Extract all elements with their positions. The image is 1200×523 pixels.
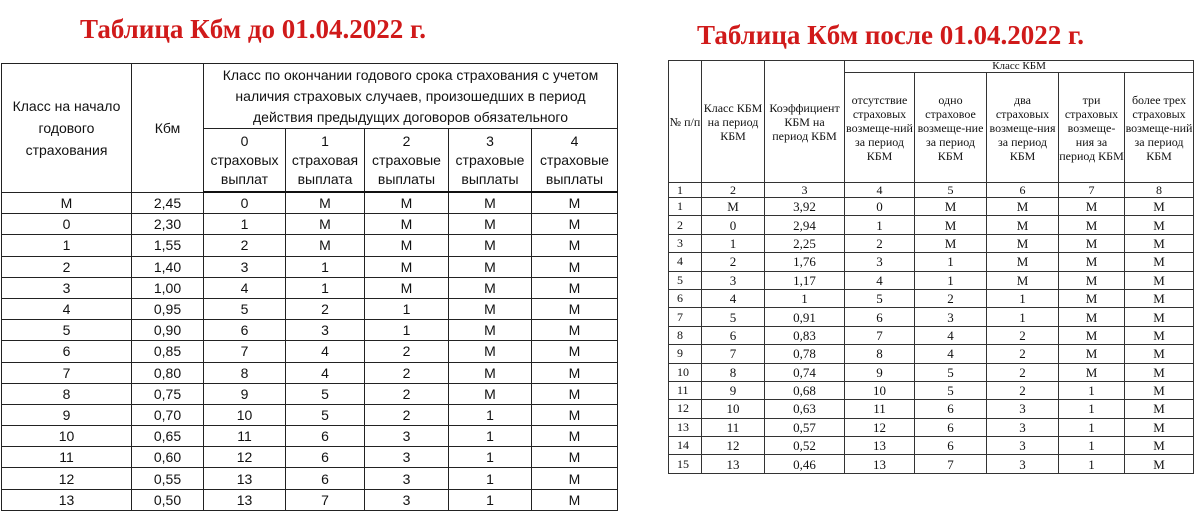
table-cell: М — [1125, 253, 1194, 271]
table-cell: 6 — [204, 320, 286, 341]
table-cell: 6 — [286, 447, 365, 468]
table-cell: 2 — [987, 345, 1059, 363]
table-cell: 0,60 — [132, 447, 204, 468]
column-number: 1 — [669, 183, 702, 198]
table-cell: 2 — [204, 235, 286, 256]
table-cell: 2 — [365, 362, 449, 383]
table-row — [2, 426, 618, 447]
table-cell: 13 — [204, 489, 286, 510]
table-cell: М — [532, 277, 618, 298]
table-cell: 5 — [204, 298, 286, 319]
table-cell: 4 — [702, 289, 765, 307]
table-row — [669, 253, 1194, 271]
table-cell: М — [365, 277, 449, 298]
table-cell: 4 — [915, 345, 987, 363]
table-row — [669, 234, 1194, 252]
table-cell: 0,55 — [132, 468, 204, 489]
table-cell: 11 — [204, 426, 286, 447]
table-cell: М — [532, 256, 618, 277]
table-cell: М — [1059, 234, 1125, 252]
table-cell: 2 — [286, 298, 365, 319]
table-cell: 4 — [286, 341, 365, 362]
table-cell: 9 — [669, 345, 702, 363]
header-class-kbm-span: Класс КБМ — [845, 61, 1194, 73]
table-cell: 5 — [286, 404, 365, 425]
table-cell: 3 — [2, 277, 132, 298]
table-cell: М — [1059, 253, 1125, 271]
table-cell: 1,76 — [765, 253, 845, 271]
table-cell: М — [532, 192, 618, 214]
table-cell: 0,80 — [132, 362, 204, 383]
table-cell: 2,30 — [132, 214, 204, 235]
table-row — [669, 381, 1194, 399]
table-cell: 9 — [702, 381, 765, 399]
table-cell: 1 — [365, 320, 449, 341]
table-cell: 0 — [845, 198, 915, 216]
table-cell: 4 — [669, 253, 702, 271]
table-cell: 0,70 — [132, 404, 204, 425]
table-cell: 6 — [669, 289, 702, 307]
table-cell: 12 — [702, 437, 765, 455]
table-cell: 12 — [669, 400, 702, 418]
header-sub-1: одно страховое возмеще-ние за период КБМ — [915, 73, 987, 183]
table-cell: М — [449, 298, 532, 319]
table-cell: 0,83 — [765, 326, 845, 344]
table-cell: 3 — [365, 447, 449, 468]
header-sub-4 — [532, 129, 618, 193]
header-sub-3: три страховых возмеще-ния за период КБМ — [1059, 73, 1125, 183]
table-cell: М — [915, 216, 987, 234]
table-cell: 7 — [669, 308, 702, 326]
header-sub-num: 0 — [240, 132, 249, 149]
table-row — [669, 437, 1194, 455]
table-cell: 3 — [845, 253, 915, 271]
header-class-start: Класс на начало годового страхования — [2, 64, 132, 193]
table-cell: 1 — [286, 277, 365, 298]
table-cell: 11 — [845, 400, 915, 418]
table-cell: 11 — [669, 381, 702, 399]
table-cell: 6 — [702, 326, 765, 344]
table-cell: 5 — [2, 320, 132, 341]
header-sub-num: 3 — [486, 132, 494, 149]
table-cell: 3 — [702, 271, 765, 289]
header-sub-num: 1 — [321, 132, 329, 149]
table-row — [669, 289, 1194, 307]
table-cell: 9 — [2, 404, 132, 425]
header-sub-2 — [365, 129, 449, 193]
table-cell: 3 — [915, 308, 987, 326]
header-class: Класс КБМ на период КБМ — [702, 61, 765, 183]
table-cell: М — [987, 234, 1059, 252]
table-cell: 0,75 — [132, 383, 204, 404]
table-cell: 7 — [2, 362, 132, 383]
table-cell: М — [987, 216, 1059, 234]
column-number: 7 — [1059, 183, 1125, 198]
table-cell: М — [1059, 216, 1125, 234]
table-cell: 1 — [915, 271, 987, 289]
table-cell: 1,40 — [132, 256, 204, 277]
table-row — [2, 214, 618, 235]
table-cell: 0,74 — [765, 363, 845, 381]
table-cell: М — [1125, 437, 1194, 455]
table-cell: М — [532, 404, 618, 425]
table-row — [2, 362, 618, 383]
table-cell: М — [449, 235, 532, 256]
table-cell: М — [1059, 271, 1125, 289]
table-cell: М — [365, 235, 449, 256]
table-cell: М — [532, 298, 618, 319]
table-cell: 1 — [365, 298, 449, 319]
table-cell: 14 — [669, 437, 702, 455]
table-cell: 12 — [845, 418, 915, 436]
table-row — [2, 383, 618, 404]
table-cell: 2 — [2, 256, 132, 277]
table-cell: 5 — [845, 289, 915, 307]
table-cell: 10 — [845, 381, 915, 399]
table-cell: М — [532, 214, 618, 235]
table-cell: М — [702, 198, 765, 216]
table-cell: М — [1059, 363, 1125, 381]
table-cell: М — [915, 198, 987, 216]
table-cell: 6 — [915, 437, 987, 455]
table-cell: 1 — [449, 426, 532, 447]
table-cell: 2 — [845, 234, 915, 252]
table-cell: М — [365, 192, 449, 214]
table-row — [2, 447, 618, 468]
table-cell: М — [1059, 289, 1125, 307]
table-cell: 10 — [669, 363, 702, 381]
table-cell: М — [1125, 271, 1194, 289]
table-cell: 2 — [702, 253, 765, 271]
header-sub-text: страховые выплаты — [455, 151, 525, 187]
table-cell: 13 — [845, 455, 915, 473]
header-sub-4: более трех страховых возмеще-ний за период КБМ — [1125, 73, 1194, 183]
table-cell: 2 — [669, 216, 702, 234]
header-sub-num: 4 — [570, 132, 579, 149]
table-cell: 1 — [987, 289, 1059, 307]
column-number: 8 — [1125, 183, 1194, 198]
table-cell: М — [532, 468, 618, 489]
table-cell: 4 — [845, 271, 915, 289]
table-row — [2, 192, 618, 214]
table-row — [2, 489, 618, 510]
table-cell: 0,85 — [132, 341, 204, 362]
table-cell: М — [1125, 289, 1194, 307]
table-cell: М — [1125, 400, 1194, 418]
table-cell: 1,00 — [132, 277, 204, 298]
table-row — [2, 277, 618, 298]
table-cell: М — [1059, 326, 1125, 344]
header-class-end-span: Класс по окончании годового срока страхования с учетом наличия страховых случаев, произошедших в период действия предыдущих договоров обязательного — [204, 64, 618, 129]
table-row — [669, 345, 1194, 363]
header-sub-text: страховых выплат — [210, 151, 279, 187]
table-cell: М — [449, 383, 532, 404]
table-cell: 12 — [204, 447, 286, 468]
table-cell: 1 — [987, 308, 1059, 326]
table-cell: М — [532, 341, 618, 362]
table-row — [669, 308, 1194, 326]
table-cell: 1 — [1059, 455, 1125, 473]
table-cell: 1 — [449, 489, 532, 510]
header-sub-num: 2 — [402, 132, 411, 149]
table-cell: М — [1125, 198, 1194, 216]
table-cell: М — [2, 192, 132, 214]
table-cell: 2 — [987, 381, 1059, 399]
header-np: № п/п — [669, 61, 702, 183]
column-number: 2 — [702, 183, 765, 198]
table-cell: 1 — [915, 253, 987, 271]
table-row — [669, 455, 1194, 473]
table-cell: М — [1059, 345, 1125, 363]
kbm-table-before — [1, 63, 618, 511]
table-cell: 2 — [915, 289, 987, 307]
table-cell: 1 — [1059, 418, 1125, 436]
left-table-title: Таблица Кбм до 01.04.2022 г. — [80, 14, 426, 44]
table-cell: 8 — [845, 345, 915, 363]
table-cell: 8 — [2, 383, 132, 404]
table-cell: 3 — [365, 468, 449, 489]
table-cell: 1 — [449, 404, 532, 425]
table-cell: М — [532, 320, 618, 341]
table-cell: 0 — [204, 192, 286, 214]
table-cell: 7 — [204, 341, 286, 362]
table-cell: 2,25 — [765, 234, 845, 252]
table-cell: 3 — [987, 437, 1059, 455]
table-cell: 2 — [987, 326, 1059, 344]
table-cell: М — [365, 214, 449, 235]
table-cell: М — [532, 426, 618, 447]
table-cell: 12 — [2, 468, 132, 489]
table-cell: 1 — [845, 216, 915, 234]
header-kbm: Кбм — [132, 64, 204, 193]
table-cell: М — [286, 235, 365, 256]
table-cell: 7 — [702, 345, 765, 363]
kbm-table-after — [668, 60, 1194, 474]
table-cell: 3 — [204, 256, 286, 277]
table-cell: 3,92 — [765, 198, 845, 216]
table-row — [2, 298, 618, 319]
table-cell: 3 — [286, 320, 365, 341]
table-cell: 0 — [2, 214, 132, 235]
table-cell: М — [1059, 198, 1125, 216]
table-row — [2, 468, 618, 489]
right-table-title: Таблица Кбм после 01.04.2022 г. — [697, 20, 1084, 50]
table-cell: 8 — [669, 326, 702, 344]
table-row — [2, 320, 618, 341]
table-cell: 3 — [987, 400, 1059, 418]
table-cell: М — [286, 192, 365, 214]
table-cell: М — [449, 214, 532, 235]
table-cell: 8 — [204, 362, 286, 383]
table-cell: М — [915, 234, 987, 252]
table-cell: 2 — [365, 404, 449, 425]
table-cell: 3 — [669, 234, 702, 252]
table-cell: 4 — [286, 362, 365, 383]
table-cell: М — [449, 341, 532, 362]
table-cell: 15 — [669, 455, 702, 473]
table-cell: М — [1125, 345, 1194, 363]
table-cell: 3 — [987, 418, 1059, 436]
table-cell: М — [1125, 381, 1194, 399]
table-cell: М — [532, 362, 618, 383]
table-cell: 0,63 — [765, 400, 845, 418]
table-cell: 9 — [204, 383, 286, 404]
table-cell: М — [449, 192, 532, 214]
table-cell: М — [1125, 418, 1194, 436]
header-sub-0 — [204, 129, 286, 193]
table-cell: 0,68 — [765, 381, 845, 399]
table-cell: 2,45 — [132, 192, 204, 214]
table-cell: 1 — [449, 468, 532, 489]
table-cell: 1 — [286, 256, 365, 277]
table-cell: М — [987, 271, 1059, 289]
table-cell: 6 — [286, 426, 365, 447]
table-cell: М — [286, 214, 365, 235]
table-cell: 5 — [702, 308, 765, 326]
table-cell: М — [1125, 308, 1194, 326]
header-sub-text: страховая выплата — [291, 151, 359, 187]
table-cell: 1 — [2, 235, 132, 256]
table-row — [669, 271, 1194, 289]
table-cell: 1,17 — [765, 271, 845, 289]
table-cell: 13 — [2, 489, 132, 510]
table-cell: 0,95 — [132, 298, 204, 319]
table-cell: М — [532, 489, 618, 510]
table-cell: 1 — [669, 198, 702, 216]
table-cell: М — [1125, 216, 1194, 234]
table-cell: 4 — [915, 326, 987, 344]
table-cell: 10 — [204, 404, 286, 425]
table-cell: 0,46 — [765, 455, 845, 473]
header-sub-0: отсутствие страховых возмеще-ний за период КБМ — [845, 73, 915, 183]
table-cell: 6 — [2, 341, 132, 362]
table-row — [2, 235, 618, 256]
table-cell: М — [365, 256, 449, 277]
column-number: 4 — [845, 183, 915, 198]
table-cell: 10 — [702, 400, 765, 418]
table-cell: 10 — [2, 426, 132, 447]
table-cell: 5 — [915, 381, 987, 399]
table-cell: 1,55 — [132, 235, 204, 256]
table-cell: М — [1125, 363, 1194, 381]
table-cell: 9 — [845, 363, 915, 381]
table-cell: 5 — [669, 271, 702, 289]
table-cell: 6 — [915, 400, 987, 418]
header-coef: Коэффициент КБМ на период КБМ — [765, 61, 845, 183]
table-cell: 2 — [987, 363, 1059, 381]
table-cell: 0,50 — [132, 489, 204, 510]
table-row — [2, 404, 618, 425]
table-cell: 0,90 — [132, 320, 204, 341]
table-cell: М — [1125, 326, 1194, 344]
table-cell: 0,52 — [765, 437, 845, 455]
table-cell: 7 — [845, 326, 915, 344]
table-cell: 1 — [702, 234, 765, 252]
table-cell: М — [532, 235, 618, 256]
table-cell: 1 — [1059, 437, 1125, 455]
table-cell: 2 — [365, 341, 449, 362]
table-cell: 2 — [365, 383, 449, 404]
table-cell: М — [1125, 455, 1194, 473]
table-cell: 0,78 — [765, 345, 845, 363]
table-cell: 1 — [204, 214, 286, 235]
table-cell: 11 — [702, 418, 765, 436]
table-cell: 4 — [204, 277, 286, 298]
header-sub-3 — [449, 129, 532, 193]
table-cell: 13 — [669, 418, 702, 436]
table-cell: 7 — [286, 489, 365, 510]
table-row — [669, 418, 1194, 436]
table-cell: М — [449, 320, 532, 341]
table-cell: 2,94 — [765, 216, 845, 234]
table-row — [669, 326, 1194, 344]
table-cell: 3 — [987, 455, 1059, 473]
table-cell: 11 — [2, 447, 132, 468]
header-sub-text: страховые выплаты — [372, 151, 441, 187]
table-cell: 4 — [2, 298, 132, 319]
header-sub-2: два страховых возмеще-ния за период КБМ — [987, 73, 1059, 183]
table-cell: 6 — [845, 308, 915, 326]
table-cell: 1 — [765, 289, 845, 307]
table-cell: М — [449, 277, 532, 298]
column-number: 3 — [765, 183, 845, 198]
table-cell: 13 — [845, 437, 915, 455]
table-cell: 8 — [702, 363, 765, 381]
table-cell: 3 — [365, 426, 449, 447]
table-cell: 0,57 — [765, 418, 845, 436]
table-cell: 5 — [915, 363, 987, 381]
table-cell: М — [532, 383, 618, 404]
table-cell: М — [1059, 308, 1125, 326]
table-row — [669, 198, 1194, 216]
header-sub-1 — [286, 129, 365, 193]
table-row — [2, 341, 618, 362]
column-number: 5 — [915, 183, 987, 198]
table-cell: М — [987, 198, 1059, 216]
table-cell: М — [449, 256, 532, 277]
column-number: 6 — [987, 183, 1059, 198]
table-cell: 3 — [365, 489, 449, 510]
table-cell: 1 — [1059, 381, 1125, 399]
table-cell: 13 — [702, 455, 765, 473]
table-row — [669, 400, 1194, 418]
table-cell: М — [532, 447, 618, 468]
table-row — [2, 256, 618, 277]
header-sub-text: страховые выплаты — [540, 151, 609, 187]
table-cell: М — [987, 253, 1059, 271]
table-cell: 7 — [915, 455, 987, 473]
table-row — [669, 216, 1194, 234]
table-cell: 6 — [915, 418, 987, 436]
table-cell: 0,91 — [765, 308, 845, 326]
table-cell: 13 — [204, 468, 286, 489]
table-cell: 1 — [449, 447, 532, 468]
table-cell: 0 — [702, 216, 765, 234]
table-cell: 0,65 — [132, 426, 204, 447]
table-cell: 5 — [286, 383, 365, 404]
table-cell: М — [449, 362, 532, 383]
table-row — [669, 363, 1194, 381]
table-cell: М — [1125, 234, 1194, 252]
table-cell: 1 — [1059, 400, 1125, 418]
table-cell: 6 — [286, 468, 365, 489]
